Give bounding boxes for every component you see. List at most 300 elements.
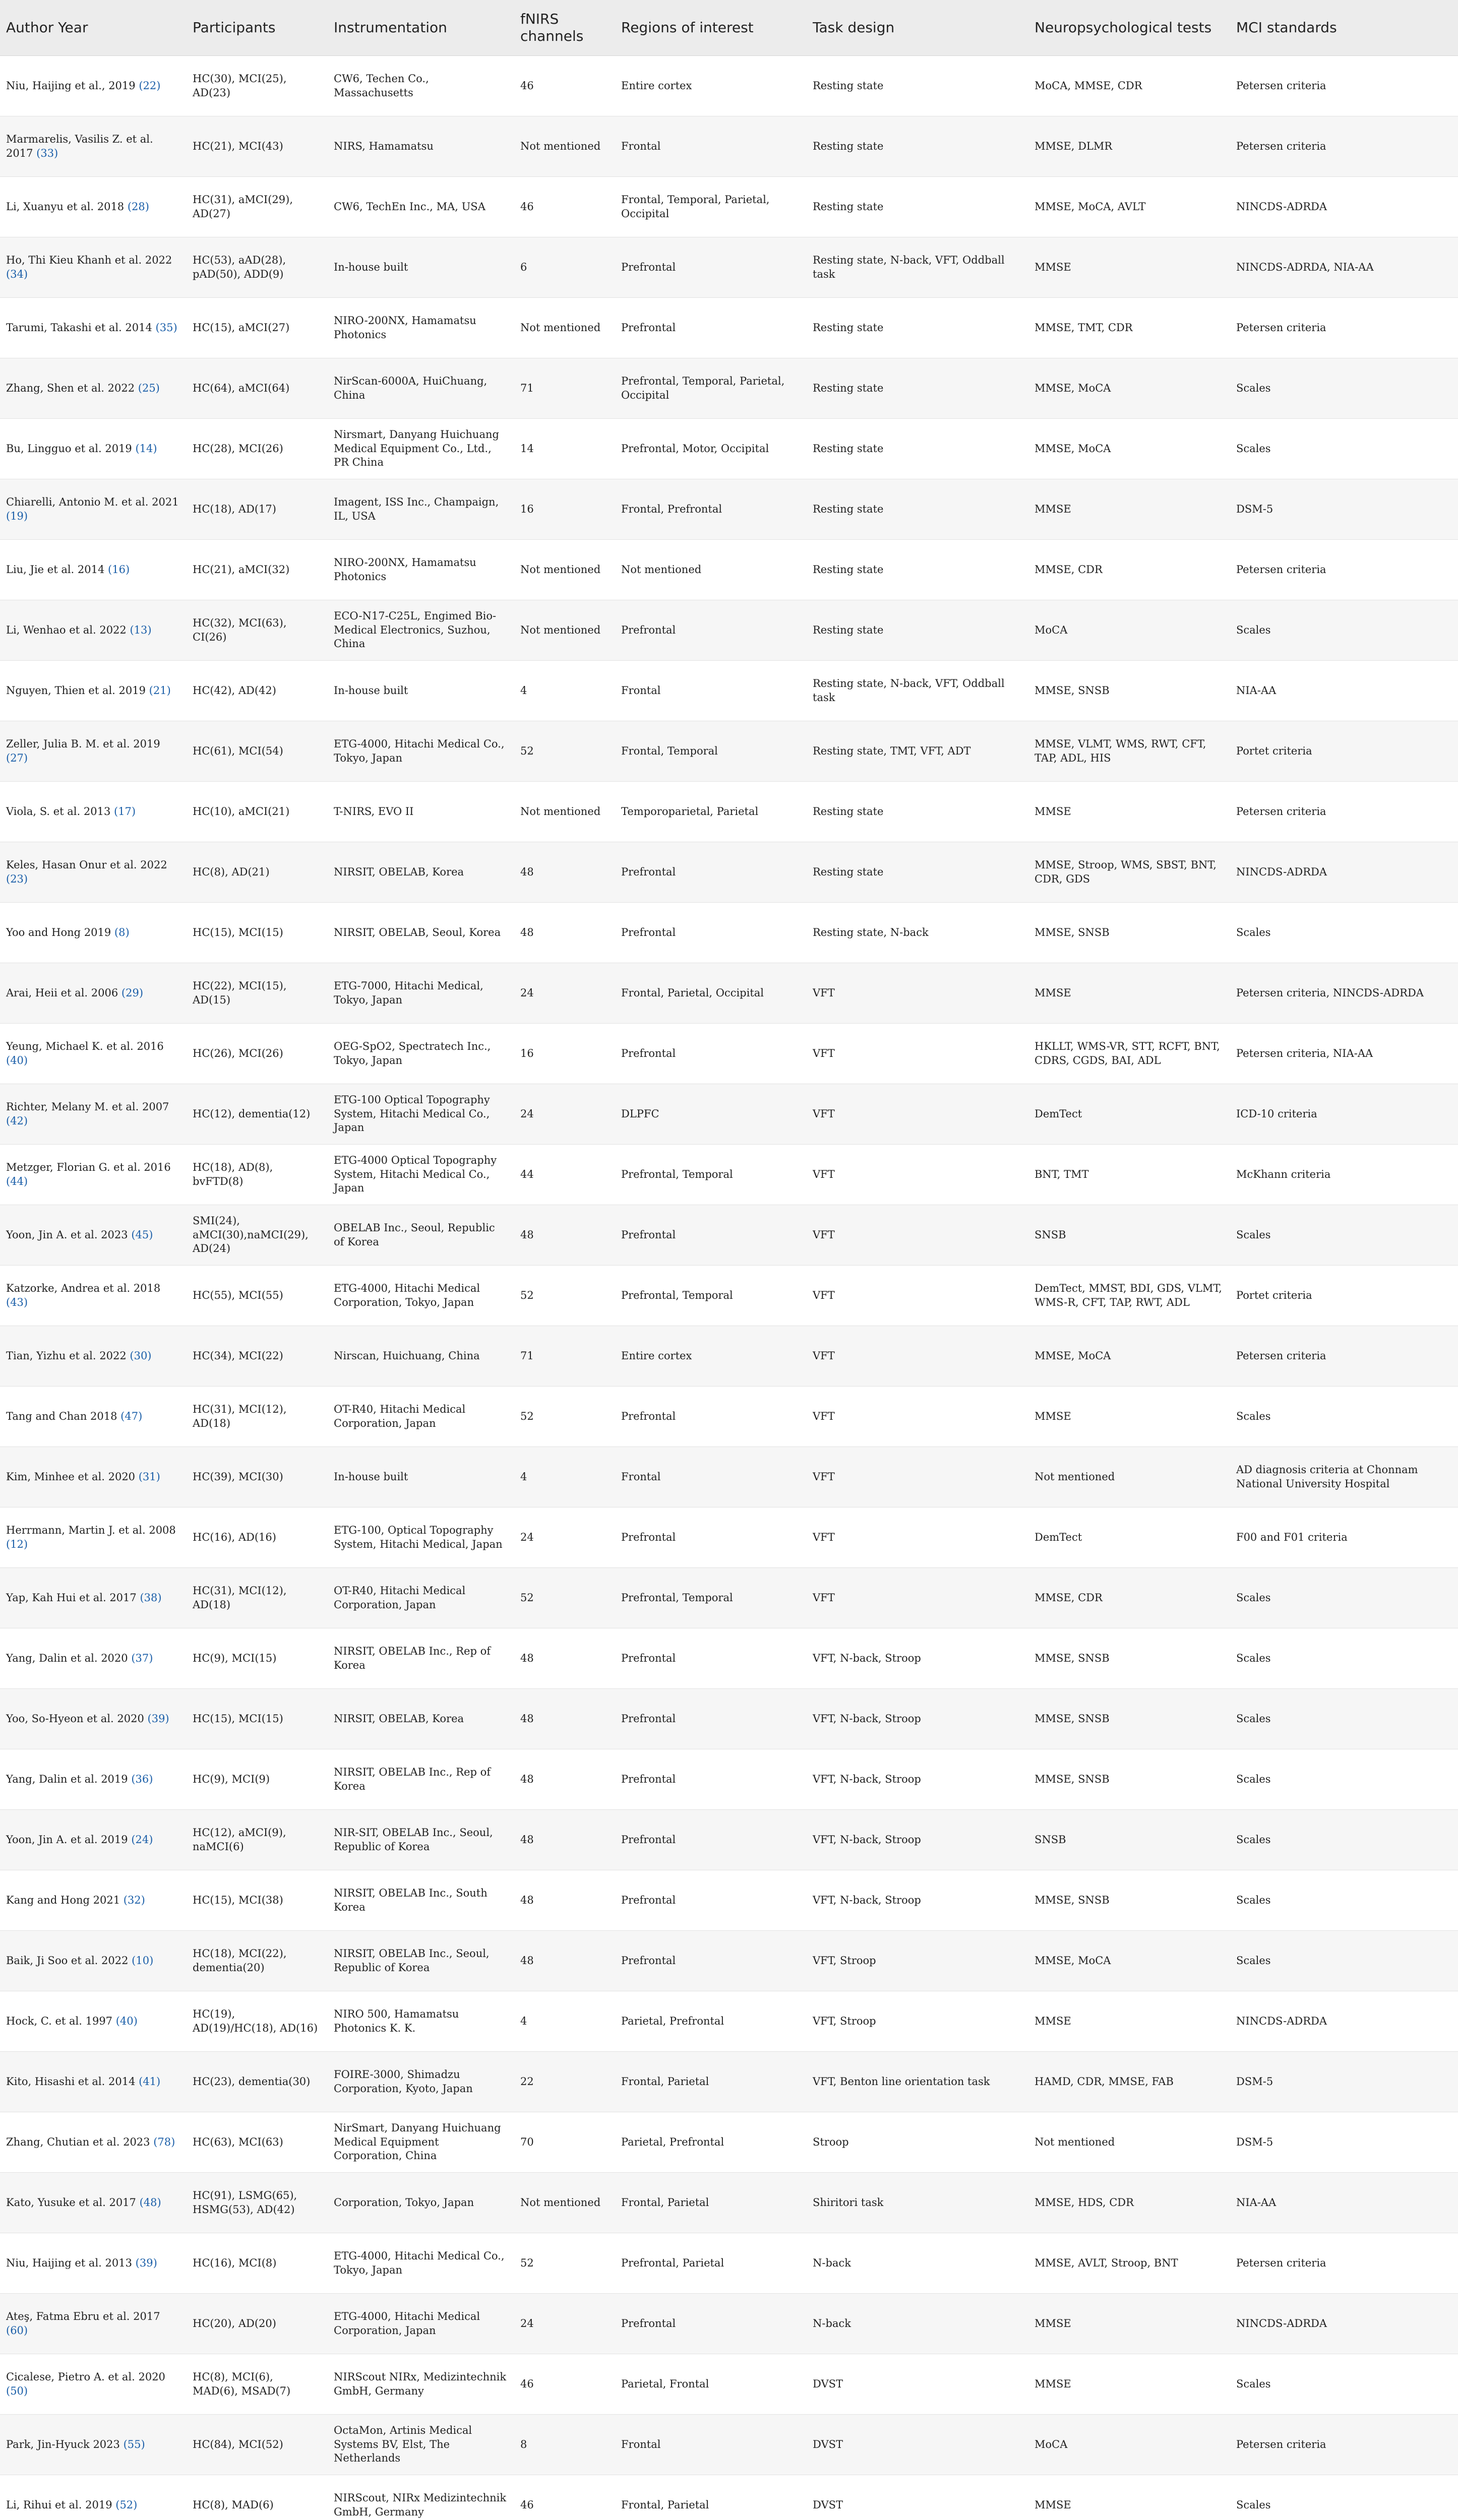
reference-link[interactable]: (50) — [6, 2384, 28, 2397]
reference-link[interactable]: (39) — [135, 2256, 157, 2269]
cell-participants: HC(8), AD(21) — [187, 842, 328, 903]
header-fnirs-channels: fNIRS channels — [514, 0, 615, 56]
cell-task-design: DVST — [807, 2475, 1028, 2520]
cell-regions-of-interest: Prefrontal — [615, 237, 807, 298]
cell-author-year — [0, 1749, 187, 1810]
cell-participants: HC(34), MCI(22) — [187, 1326, 328, 1387]
cell-fnirs-channels: 48 — [514, 1931, 615, 1991]
cell-regions-of-interest: Prefrontal, Temporal — [615, 1145, 807, 1205]
table-body — [0, 56, 1458, 2520]
cell-author-year — [0, 1266, 187, 1326]
author-name: Arai, Heii et al. 2006 — [6, 986, 118, 999]
cell-fnirs-channels: 24 — [514, 1084, 615, 1145]
cell-author-year — [0, 661, 187, 721]
cell-mci-standards: Petersen criteria — [1230, 2415, 1458, 2475]
cell-participants: HC(12), aMCI(9), naMCI(6) — [187, 1810, 328, 1870]
cell-instrumentation: NIRO 500, Hamamatsu Photonics K. K. — [328, 1991, 514, 2052]
cell-author-year — [0, 419, 187, 479]
cell-author-year — [0, 358, 187, 419]
cell-fnirs-channels: 46 — [514, 56, 615, 116]
cell-neuropsychological-tests: MMSE — [1028, 963, 1230, 1024]
reference-link[interactable]: (60) — [6, 2324, 28, 2337]
cell-participants: HC(15), MCI(38) — [187, 1870, 328, 1931]
cell-mci-standards: NINCDS-ADRDA — [1230, 2294, 1458, 2354]
cell-author-year — [0, 1145, 187, 1205]
cell-participants: HC(16), MCI(8) — [187, 2233, 328, 2294]
reference-link[interactable]: (42) — [6, 1114, 28, 1127]
cell-mci-standards: Petersen criteria — [1230, 540, 1458, 600]
cell-instrumentation: NIRSIT, OBELAB, Korea — [328, 1689, 514, 1749]
author-name: Bu, Lingguo et al. 2019 — [6, 442, 132, 455]
cell-mci-standards: Scales — [1230, 1628, 1458, 1689]
cell-mci-standards: DSM-5 — [1230, 479, 1458, 540]
table-row — [0, 1749, 1458, 1810]
author-name: Liu, Jie et al. 2014 — [6, 563, 105, 576]
cell-participants: HC(84), MCI(52) — [187, 2415, 328, 2475]
table-row — [0, 2233, 1458, 2294]
cell-task-design: VFT, N-back, Stroop — [807, 1749, 1028, 1810]
cell-fnirs-channels: 16 — [514, 1024, 615, 1084]
header-author-year: Author Year — [0, 0, 187, 56]
cell-instrumentation: OT-R40, Hitachi Medical Corporation, Japan — [328, 1387, 514, 1447]
cell-task-design: Resting state — [807, 177, 1028, 237]
cell-mci-standards: Scales — [1230, 2354, 1458, 2415]
table-row — [0, 1870, 1458, 1931]
cell-neuropsychological-tests: MMSE — [1028, 237, 1230, 298]
cell-author-year — [0, 2173, 187, 2233]
cell-instrumentation: OT-R40, Hitachi Medical Corporation, Japan — [328, 1568, 514, 1628]
reference-link[interactable]: (25) — [138, 382, 160, 394]
cell-fnirs-channels: 16 — [514, 479, 615, 540]
cell-author-year — [0, 479, 187, 540]
cell-instrumentation: CW6, TechEn Inc., MA, USA — [328, 177, 514, 237]
table-row — [0, 419, 1458, 479]
cell-regions-of-interest: Prefrontal — [615, 1628, 807, 1689]
cell-neuropsychological-tests: MMSE, AVLT, Stroop, BNT — [1028, 2233, 1230, 2294]
cell-fnirs-channels: 48 — [514, 1628, 615, 1689]
cell-neuropsychological-tests: Not mentioned — [1028, 2112, 1230, 2173]
author-name: Tang and Chan 2018 — [6, 1410, 117, 1422]
reference-link[interactable]: (31) — [138, 1470, 160, 1483]
cell-instrumentation: In-house built — [328, 1447, 514, 1507]
cell-participants: HC(21), aMCI(32) — [187, 540, 328, 600]
author-name: Yoon, Jin A. et al. 2023 — [6, 1228, 128, 1241]
table-row — [0, 1084, 1458, 1145]
table-row — [0, 2052, 1458, 2112]
reference-link[interactable]: (17) — [114, 805, 136, 817]
cell-regions-of-interest: Frontal — [615, 1447, 807, 1507]
reference-link[interactable]: (47) — [120, 1410, 143, 1422]
cell-participants: HC(18), AD(8), bvFTD(8) — [187, 1145, 328, 1205]
cell-author-year — [0, 56, 187, 116]
cell-author-year — [0, 1507, 187, 1568]
cell-participants: HC(8), MCI(6), MAD(6), MSAD(7) — [187, 2354, 328, 2415]
author-name: Yap, Kah Hui et al. 2017 — [6, 1591, 137, 1604]
reference-link[interactable]: (23) — [6, 872, 28, 885]
cell-participants: HC(28), MCI(26) — [187, 419, 328, 479]
cell-regions-of-interest: Prefrontal — [615, 1810, 807, 1870]
cell-instrumentation: NIRO-200NX, Hamamatsu Photonics — [328, 540, 514, 600]
cell-regions-of-interest: Frontal, Temporal, Parietal, Occipital — [615, 177, 807, 237]
cell-mci-standards: NINCDS-ADRDA — [1230, 1991, 1458, 2052]
table-row — [0, 358, 1458, 419]
cell-participants: HC(23), dementia(30) — [187, 2052, 328, 2112]
cell-task-design: VFT, N-back, Stroop — [807, 1870, 1028, 1931]
reference-link[interactable]: (13) — [130, 623, 152, 636]
cell-regions-of-interest: Prefrontal — [615, 600, 807, 661]
cell-participants: HC(31), aMCI(29), AD(27) — [187, 177, 328, 237]
cell-participants: HC(64), aMCI(64) — [187, 358, 328, 419]
cell-neuropsychological-tests: MMSE — [1028, 1387, 1230, 1447]
cell-instrumentation: ETG-4000, Hitachi Medical Co., Tokyo, Japan — [328, 721, 514, 782]
cell-fnirs-channels: 46 — [514, 177, 615, 237]
cell-author-year — [0, 1568, 187, 1628]
cell-fnirs-channels: 8 — [514, 2415, 615, 2475]
author-name: Niu, Haijing et al. 2013 — [6, 2256, 132, 2269]
cell-regions-of-interest: Not mentioned — [615, 540, 807, 600]
cell-participants: HC(8), MAD(6) — [187, 2475, 328, 2520]
cell-participants: HC(15), MCI(15) — [187, 903, 328, 963]
author-name: Chiarelli, Antonio M. et al. 2021 — [6, 495, 179, 508]
cell-regions-of-interest: Parietal, Prefrontal — [615, 2112, 807, 2173]
cell-mci-standards: DSM-5 — [1230, 2112, 1458, 2173]
cell-participants: HC(18), MCI(22), dementia(20) — [187, 1931, 328, 1991]
reference-link[interactable]: (39) — [147, 1712, 169, 1725]
cell-neuropsychological-tests: MMSE — [1028, 1991, 1230, 2052]
cell-regions-of-interest: Prefrontal — [615, 1689, 807, 1749]
cell-fnirs-channels: 71 — [514, 1326, 615, 1387]
table-row — [0, 237, 1458, 298]
author-name: Niu, Haijing et al., 2019 — [6, 79, 136, 92]
cell-instrumentation: NIRS, Hamamatsu — [328, 116, 514, 177]
cell-author-year — [0, 1931, 187, 1991]
cell-regions-of-interest: Prefrontal — [615, 2294, 807, 2354]
cell-neuropsychological-tests: MMSE, SNSB — [1028, 1870, 1230, 1931]
cell-mci-standards: Scales — [1230, 2475, 1458, 2520]
header-mci-standards: MCI standards — [1230, 0, 1458, 56]
reference-link[interactable]: (16) — [108, 563, 130, 576]
cell-participants: HC(15), aMCI(27) — [187, 298, 328, 358]
cell-mci-standards: Portet criteria — [1230, 1266, 1458, 1326]
cell-task-design: DVST — [807, 2354, 1028, 2415]
table-row — [0, 782, 1458, 842]
author-name: Zhang, Shen et al. 2022 — [6, 382, 135, 394]
cell-task-design: Resting state — [807, 298, 1028, 358]
author-name: Herrmann, Martin J. et al. 2008 — [6, 1524, 176, 1536]
cell-participants: HC(16), AD(16) — [187, 1507, 328, 1568]
reference-link[interactable]: (29) — [121, 986, 144, 999]
header-participants: Participants — [187, 0, 328, 56]
cell-mci-standards: Scales — [1230, 1870, 1458, 1931]
cell-fnirs-channels: 71 — [514, 358, 615, 419]
cell-task-design: Shiritori task — [807, 2173, 1028, 2233]
reference-link[interactable]: (37) — [131, 1652, 153, 1664]
cell-fnirs-channels: Not mentioned — [514, 540, 615, 600]
cell-fnirs-channels: 52 — [514, 1387, 615, 1447]
cell-mci-standards: Petersen criteria — [1230, 298, 1458, 358]
cell-regions-of-interest: Parietal, Prefrontal — [615, 1991, 807, 2052]
cell-regions-of-interest: Frontal, Prefrontal — [615, 479, 807, 540]
cell-task-design: N-back — [807, 2233, 1028, 2294]
cell-task-design: VFT — [807, 1447, 1028, 1507]
cell-instrumentation: ETG-4000 Optical Topography System, Hitachi Medical Co., Japan — [328, 1145, 514, 1205]
cell-neuropsychological-tests: MMSE, MoCA — [1028, 1326, 1230, 1387]
cell-neuropsychological-tests: MMSE, DLMR — [1028, 116, 1230, 177]
cell-participants: HC(61), MCI(54) — [187, 721, 328, 782]
reference-link[interactable]: (32) — [123, 1894, 145, 1906]
table-row — [0, 2294, 1458, 2354]
cell-task-design: Resting state, TMT, VFT, ADT — [807, 721, 1028, 782]
cell-neuropsychological-tests: DemTect — [1028, 1084, 1230, 1145]
cell-author-year — [0, 2052, 187, 2112]
table-row — [0, 1024, 1458, 1084]
table-row — [0, 2354, 1458, 2415]
cell-regions-of-interest: Frontal, Temporal — [615, 721, 807, 782]
table-row — [0, 963, 1458, 1024]
cell-neuropsychological-tests: DemTect — [1028, 1507, 1230, 1568]
cell-mci-standards: Scales — [1230, 1810, 1458, 1870]
cell-fnirs-channels: 46 — [514, 2475, 615, 2520]
table-row — [0, 1145, 1458, 1205]
cell-neuropsychological-tests: MMSE, VLMT, WMS, RWT, CFT, TAP, ADL, HIS — [1028, 721, 1230, 782]
cell-regions-of-interest: Prefrontal — [615, 903, 807, 963]
cell-fnirs-channels: 6 — [514, 237, 615, 298]
reference-link[interactable]: (30) — [130, 1349, 152, 1362]
reference-link[interactable]: (43) — [6, 1296, 28, 1308]
reference-link[interactable]: (33) — [36, 147, 58, 159]
author-name: Tian, Yizhu et al. 2022 — [6, 1349, 127, 1362]
cell-participants: HC(55), MCI(55) — [187, 1266, 328, 1326]
cell-task-design: VFT — [807, 1205, 1028, 1266]
cell-task-design: VFT — [807, 1024, 1028, 1084]
cell-participants: HC(53), aAD(28), pAD(50), ADD(9) — [187, 237, 328, 298]
cell-neuropsychological-tests: MMSE — [1028, 782, 1230, 842]
cell-task-design: Resting state — [807, 479, 1028, 540]
cell-mci-standards: Scales — [1230, 1749, 1458, 1810]
table-row — [0, 298, 1458, 358]
cell-fnirs-channels: 52 — [514, 1266, 615, 1326]
cell-participants: HC(26), MCI(26) — [187, 1024, 328, 1084]
cell-neuropsychological-tests: MMSE — [1028, 2294, 1230, 2354]
author-name: Ateş, Fatma Ebru et al. 2017 — [6, 2310, 160, 2322]
cell-fnirs-channels: 48 — [514, 1749, 615, 1810]
reference-link[interactable]: (12) — [6, 1538, 28, 1550]
cell-author-year — [0, 842, 187, 903]
author-name: Li, Wenhao et al. 2022 — [6, 623, 127, 636]
table-row — [0, 56, 1458, 116]
cell-participants: HC(9), MCI(15) — [187, 1628, 328, 1689]
cell-mci-standards: DSM-5 — [1230, 2052, 1458, 2112]
cell-mci-standards: Scales — [1230, 1387, 1458, 1447]
cell-author-year — [0, 1810, 187, 1870]
author-name: Keles, Hasan Onur et al. 2022 — [6, 858, 167, 871]
cell-neuropsychological-tests: SNSB — [1028, 1810, 1230, 1870]
cell-author-year — [0, 2294, 187, 2354]
cell-mci-standards: Scales — [1230, 1205, 1458, 1266]
table-row — [0, 1991, 1458, 2052]
cell-participants: HC(91), LSMG(65), HSMG(53), AD(42) — [187, 2173, 328, 2233]
cell-regions-of-interest: Frontal — [615, 2415, 807, 2475]
cell-participants: HC(18), AD(17) — [187, 479, 328, 540]
reference-link[interactable]: (22) — [139, 79, 161, 92]
cell-neuropsychological-tests: MMSE, SNSB — [1028, 1628, 1230, 1689]
reference-link[interactable]: (40) — [115, 2014, 138, 2027]
reference-link[interactable]: (19) — [6, 510, 28, 522]
cell-instrumentation: FOIRE-3000, Shimadzu Corporation, Kyoto, Japan — [328, 2052, 514, 2112]
author-name: Yeung, Michael K. et al. 2016 — [6, 1040, 164, 1052]
cell-author-year — [0, 2233, 187, 2294]
header-row — [0, 0, 1458, 56]
cell-regions-of-interest: Prefrontal, Temporal — [615, 1266, 807, 1326]
author-name: Yoon, Jin A. et al. 2019 — [6, 1833, 128, 1846]
reference-link[interactable]: (14) — [135, 442, 157, 455]
cell-task-design: VFT — [807, 1326, 1028, 1387]
cell-instrumentation: Nirscan, Huichuang, China — [328, 1326, 514, 1387]
table-row — [0, 842, 1458, 903]
reference-link[interactable]: (21) — [149, 684, 171, 697]
reference-link[interactable]: (35) — [155, 321, 177, 334]
reference-link[interactable]: (40) — [6, 1054, 28, 1066]
cell-task-design: VFT, Stroop — [807, 1931, 1028, 1991]
cell-participants: HC(31), MCI(12), AD(18) — [187, 1568, 328, 1628]
cell-mci-standards: ICD-10 criteria — [1230, 1084, 1458, 1145]
author-name: Li, Rihui et al. 2019 — [6, 2498, 112, 2511]
cell-fnirs-channels: 4 — [514, 1991, 615, 2052]
cell-task-design: Stroop — [807, 2112, 1028, 2173]
cell-mci-standards: McKhann criteria — [1230, 1145, 1458, 1205]
reference-link[interactable]: (48) — [139, 2196, 161, 2209]
cell-task-design: Resting state — [807, 56, 1028, 116]
table-row — [0, 2475, 1458, 2520]
cell-instrumentation: Corporation, Tokyo, Japan — [328, 2173, 514, 2233]
table-row — [0, 1810, 1458, 1870]
cell-neuropsychological-tests: HAMD, CDR, MMSE, FAB — [1028, 2052, 1230, 2112]
cell-task-design: VFT, Benton line orientation task — [807, 2052, 1028, 2112]
cell-fnirs-channels: 48 — [514, 1205, 615, 1266]
cell-regions-of-interest: Frontal — [615, 661, 807, 721]
cell-instrumentation: OEG-SpO2, Spectratech Inc., Tokyo, Japan — [328, 1024, 514, 1084]
table-row — [0, 1568, 1458, 1628]
cell-regions-of-interest: Entire cortex — [615, 1326, 807, 1387]
cell-neuropsychological-tests: MMSE, MoCA — [1028, 358, 1230, 419]
cell-fnirs-channels: 24 — [514, 1507, 615, 1568]
cell-instrumentation: OBELAB Inc., Seoul, Republic of Korea — [328, 1205, 514, 1266]
reference-link[interactable]: (10) — [132, 1954, 154, 1967]
cell-mci-standards: Scales — [1230, 903, 1458, 963]
cell-regions-of-interest: Prefrontal — [615, 1507, 807, 1568]
cell-author-year — [0, 1689, 187, 1749]
cell-neuropsychological-tests: MMSE, SNSB — [1028, 1689, 1230, 1749]
cell-instrumentation: ETG-100, Optical Topography System, Hitachi Medical, Japan — [328, 1507, 514, 1568]
cell-participants: HC(22), MCI(15), AD(15) — [187, 963, 328, 1024]
cell-instrumentation: NIR-SIT, OBELAB Inc., Seoul, Republic of Korea — [328, 1810, 514, 1870]
cell-mci-standards: Scales — [1230, 1931, 1458, 1991]
cell-regions-of-interest: Prefrontal, Parietal — [615, 2233, 807, 2294]
cell-fnirs-channels: 4 — [514, 661, 615, 721]
cell-fnirs-channels: 46 — [514, 2354, 615, 2415]
cell-regions-of-interest: Prefrontal — [615, 1931, 807, 1991]
author-name: Cicalese, Pietro A. et al. 2020 — [6, 2370, 165, 2383]
cell-regions-of-interest: Prefrontal — [615, 1749, 807, 1810]
cell-neuropsychological-tests: DemTect, MMST, BDI, GDS, VLMT, WMS-R, CFT, TAP, RWT, ADL — [1028, 1266, 1230, 1326]
cell-fnirs-channels: Not mentioned — [514, 298, 615, 358]
cell-instrumentation: NIRSIT, OBELAB, Korea — [328, 842, 514, 903]
cell-participants: HC(21), MCI(43) — [187, 116, 328, 177]
cell-author-year — [0, 1447, 187, 1507]
author-name: Li, Xuanyu et al. 2018 — [6, 200, 125, 213]
table-row — [0, 1266, 1458, 1326]
reference-link[interactable]: (24) — [131, 1833, 153, 1846]
reference-link[interactable]: (52) — [115, 2498, 138, 2511]
cell-task-design: Resting state, N-back, VFT, Oddball task — [807, 661, 1028, 721]
reference-link[interactable]: (38) — [140, 1591, 162, 1604]
cell-author-year — [0, 721, 187, 782]
cell-fnirs-channels: 52 — [514, 1568, 615, 1628]
reference-link[interactable]: (8) — [114, 926, 130, 938]
cell-regions-of-interest: Prefrontal, Temporal, Parietal, Occipital — [615, 358, 807, 419]
cell-instrumentation: ETG-4000, Hitachi Medical Co., Tokyo, Japan — [328, 2233, 514, 2294]
cell-mci-standards: Petersen criteria — [1230, 56, 1458, 116]
cell-author-year — [0, 963, 187, 1024]
cell-author-year — [0, 1084, 187, 1145]
header-task-design: Task design — [807, 0, 1028, 56]
cell-author-year — [0, 2475, 187, 2520]
cell-participants: HC(31), MCI(12), AD(18) — [187, 1387, 328, 1447]
cell-fnirs-channels: 48 — [514, 1810, 615, 1870]
cell-task-design: DVST — [807, 2415, 1028, 2475]
cell-instrumentation: NIRSIT, OBELAB Inc., Rep of Korea — [328, 1749, 514, 1810]
reference-link[interactable]: (45) — [131, 1228, 153, 1241]
cell-participants: HC(12), dementia(12) — [187, 1084, 328, 1145]
reference-link[interactable]: (44) — [6, 1175, 28, 1187]
author-name: Yoo, So-Hyeon et al. 2020 — [6, 1712, 144, 1725]
reference-link[interactable]: (28) — [127, 200, 149, 213]
cell-task-design: VFT — [807, 1387, 1028, 1447]
cell-author-year — [0, 2354, 187, 2415]
author-name: Kato, Yusuke et al. 2017 — [6, 2196, 136, 2209]
reference-link[interactable]: (27) — [6, 751, 28, 764]
reference-link[interactable]: (36) — [131, 1773, 153, 1785]
cell-task-design: VFT — [807, 1568, 1028, 1628]
cell-fnirs-channels: Not mentioned — [514, 600, 615, 661]
cell-mci-standards: NIA-AA — [1230, 2173, 1458, 2233]
cell-neuropsychological-tests: MMSE — [1028, 2475, 1230, 2520]
cell-fnirs-channels: 70 — [514, 2112, 615, 2173]
cell-author-year — [0, 1387, 187, 1447]
reference-link[interactable]: (78) — [153, 2135, 175, 2148]
cell-neuropsychological-tests: MMSE, HDS, CDR — [1028, 2173, 1230, 2233]
table-row — [0, 1205, 1458, 1266]
table-row — [0, 2415, 1458, 2475]
cell-neuropsychological-tests: MMSE — [1028, 479, 1230, 540]
cell-instrumentation: NIRSIT, OBELAB Inc., Rep of Korea — [328, 1628, 514, 1689]
cell-author-year — [0, 1205, 187, 1266]
cell-mci-standards: F00 and F01 criteria — [1230, 1507, 1458, 1568]
table-row — [0, 1447, 1458, 1507]
cell-author-year — [0, 1024, 187, 1084]
table-row — [0, 600, 1458, 661]
cell-instrumentation: ETG-100 Optical Topography System, Hitachi Medical Co., Japan — [328, 1084, 514, 1145]
cell-author-year — [0, 903, 187, 963]
cell-author-year — [0, 2112, 187, 2173]
reference-link[interactable]: (34) — [6, 268, 28, 280]
reference-link[interactable]: (55) — [123, 2438, 145, 2450]
cell-regions-of-interest: Frontal, Parietal — [615, 2052, 807, 2112]
cell-fnirs-channels: 48 — [514, 1870, 615, 1931]
reference-link[interactable]: (41) — [139, 2075, 161, 2088]
cell-regions-of-interest: Prefrontal — [615, 1024, 807, 1084]
table-row — [0, 1931, 1458, 1991]
